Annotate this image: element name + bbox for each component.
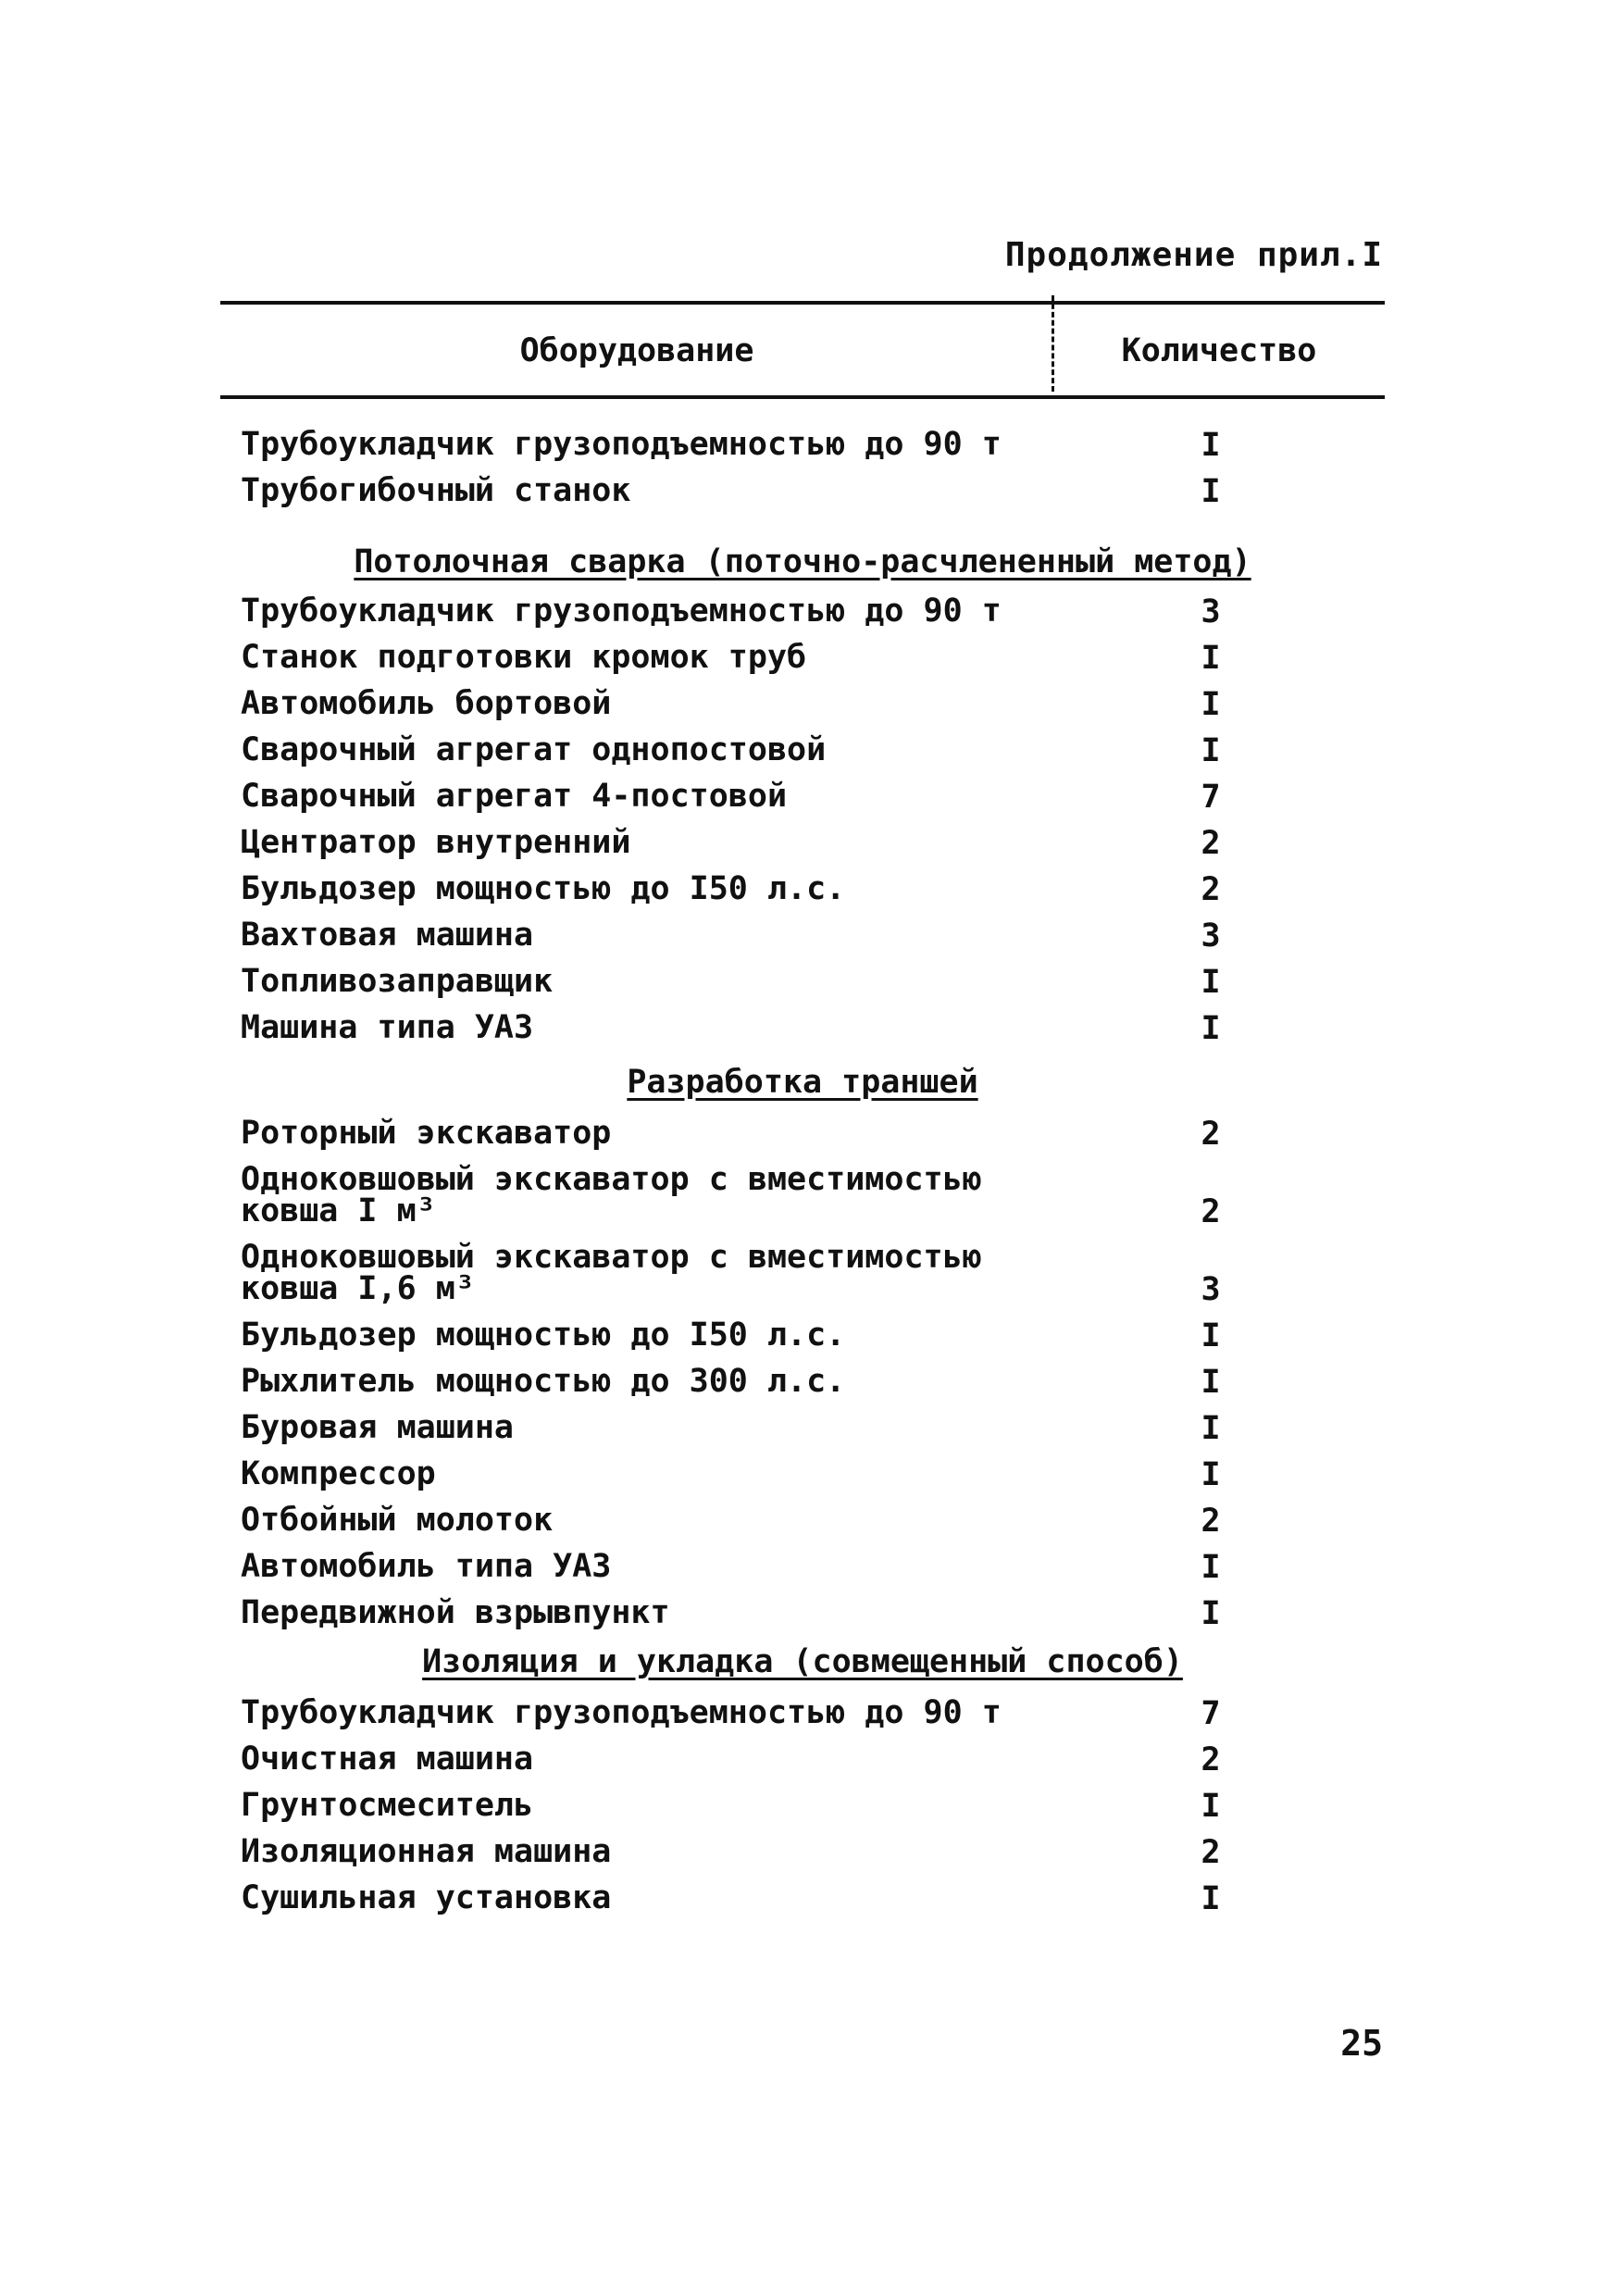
equipment-name: Вахтовая машина	[241, 917, 534, 954]
equipment-quantity: I	[1201, 1010, 1221, 1047]
table-row	[220, 1114, 1385, 1160]
equipment-quantity: I	[1201, 473, 1221, 510]
equipment-quantity: 3	[1201, 1271, 1221, 1308]
table-row	[220, 1454, 1385, 1501]
equipment-name: Компрессор	[241, 1455, 436, 1492]
equipment-quantity: I	[1201, 1880, 1221, 1917]
table-row	[220, 1832, 1385, 1878]
equipment-quantity: 2	[1201, 1193, 1221, 1230]
equipment-name: Центратор внутренний	[241, 824, 631, 861]
section-spacer	[220, 1054, 1385, 1064]
section-title: Изоляция и укладка (совмещенный способ)	[422, 1643, 1183, 1680]
equipment-name: Автомобиль бортовой	[241, 685, 612, 722]
table-row	[220, 1008, 1385, 1054]
equipment-name: Бульдозер мощностью до I50 л.с.	[241, 870, 846, 907]
equipment-quantity: 3	[1201, 917, 1221, 955]
equipment-name: Изоляционная машина	[241, 1833, 612, 1870]
equipment-name: Одноковшовый экскаватор с вместимостью ковша I м³	[241, 1161, 982, 1229]
equipment-quantity: 2	[1201, 1741, 1221, 1778]
table-row	[220, 1878, 1385, 1925]
equipment-name: Трубоукладчик грузоподъемностью до 90 т	[241, 593, 1002, 630]
equipment-quantity: I	[1201, 732, 1221, 769]
table-body	[220, 399, 1385, 1925]
table-row	[220, 1160, 1385, 1238]
table-row	[220, 1362, 1385, 1408]
equipment-quantity: 3	[1201, 593, 1221, 630]
equipment-name: Топливозаправщик	[241, 963, 554, 1000]
table-row	[220, 916, 1385, 962]
equipment-name: Трубоукладчик грузоподъемностью до 90 т	[241, 426, 1002, 463]
table-row	[220, 684, 1385, 730]
equipment-name: Сварочный агрегат однопостовой	[241, 731, 827, 768]
equipment-name: Машина типа УАЗ	[241, 1009, 534, 1046]
table-row	[220, 1501, 1385, 1547]
table-row	[220, 1786, 1385, 1832]
equipment-quantity: I	[1201, 1595, 1221, 1632]
equipment-name: Бульдозер мощностью до I50 л.с.	[241, 1316, 846, 1354]
table-row	[220, 1316, 1385, 1362]
equipment-quantity: I	[1201, 640, 1221, 677]
table-row	[220, 1238, 1385, 1316]
equipment-quantity: I	[1201, 964, 1221, 1001]
equipment-name: Очистная машина	[241, 1741, 534, 1778]
equipment-name: Роторный экскаватор	[241, 1115, 612, 1152]
equipment-quantity: 2	[1201, 825, 1221, 862]
equipment-quantity: 7	[1201, 1695, 1221, 1732]
page-number: 25	[1340, 2023, 1383, 2064]
equipment-name: Сварочный агрегат 4-постовой	[241, 778, 788, 815]
equipment-name: Передвижной взрывпункт	[241, 1594, 670, 1631]
equipment-quantity: 7	[1201, 779, 1221, 816]
equipment-name: Автомобиль типа УАЗ	[241, 1548, 612, 1585]
table-row	[220, 471, 1385, 518]
equipment-quantity: I	[1201, 686, 1221, 723]
equipment-quantity: I	[1201, 1788, 1221, 1825]
equipment-quantity: I	[1201, 1317, 1221, 1354]
table-row	[220, 1408, 1385, 1454]
column-header-quantity: Количество	[1121, 332, 1317, 369]
equipment-name: Станок подготовки кромок труб	[241, 639, 807, 676]
equipment-quantity: 2	[1201, 1116, 1221, 1153]
equipment-quantity: 2	[1201, 871, 1221, 908]
page-header: Продолжение прил.I	[1004, 236, 1383, 274]
equipment-quantity: 2	[1201, 1503, 1221, 1540]
table-row	[220, 777, 1385, 823]
equipment-name: Отбойный молоток	[241, 1502, 554, 1539]
table-row	[220, 425, 1385, 471]
table-row	[220, 869, 1385, 916]
equipment-quantity: I	[1201, 1410, 1221, 1447]
equipment-name: Трубогибочный станок	[241, 472, 631, 509]
table-row	[220, 730, 1385, 777]
table-row	[220, 1593, 1385, 1640]
equipment-quantity: I	[1201, 1549, 1221, 1586]
equipment-quantity: 2	[1201, 1834, 1221, 1871]
equipment-quantity: I	[1201, 427, 1221, 464]
column-header-equipment: Оборудование	[519, 332, 754, 369]
equipment-name: Буровая машина	[241, 1409, 515, 1446]
table-row	[220, 592, 1385, 638]
section-title: Разработка траншей	[627, 1064, 978, 1101]
section-title: Потолочная сварка (поточно-расчлененный метод)	[354, 543, 1251, 580]
table-row	[220, 1693, 1385, 1740]
table-header	[220, 305, 1385, 395]
equipment-quantity: I	[1201, 1456, 1221, 1493]
table-row	[220, 1740, 1385, 1786]
table-row	[220, 962, 1385, 1008]
section-spacer	[220, 518, 1385, 543]
equipment-table	[220, 301, 1385, 1925]
equipment-name: Сушильная установка	[241, 1879, 612, 1916]
equipment-quantity: I	[1201, 1364, 1221, 1401]
equipment-name: Трубоукладчик грузоподъемностью до 90 т	[241, 1694, 1002, 1731]
equipment-name: Одноковшовый экскаватор с вместимостью ковша I,6 м³	[241, 1239, 982, 1307]
equipment-name: Грунтосмеситель	[241, 1787, 534, 1824]
equipment-name: Рыхлитель мощностью до 300 л.с.	[241, 1363, 846, 1400]
table-row	[220, 823, 1385, 869]
table-row	[220, 638, 1385, 684]
table-row	[220, 1547, 1385, 1593]
